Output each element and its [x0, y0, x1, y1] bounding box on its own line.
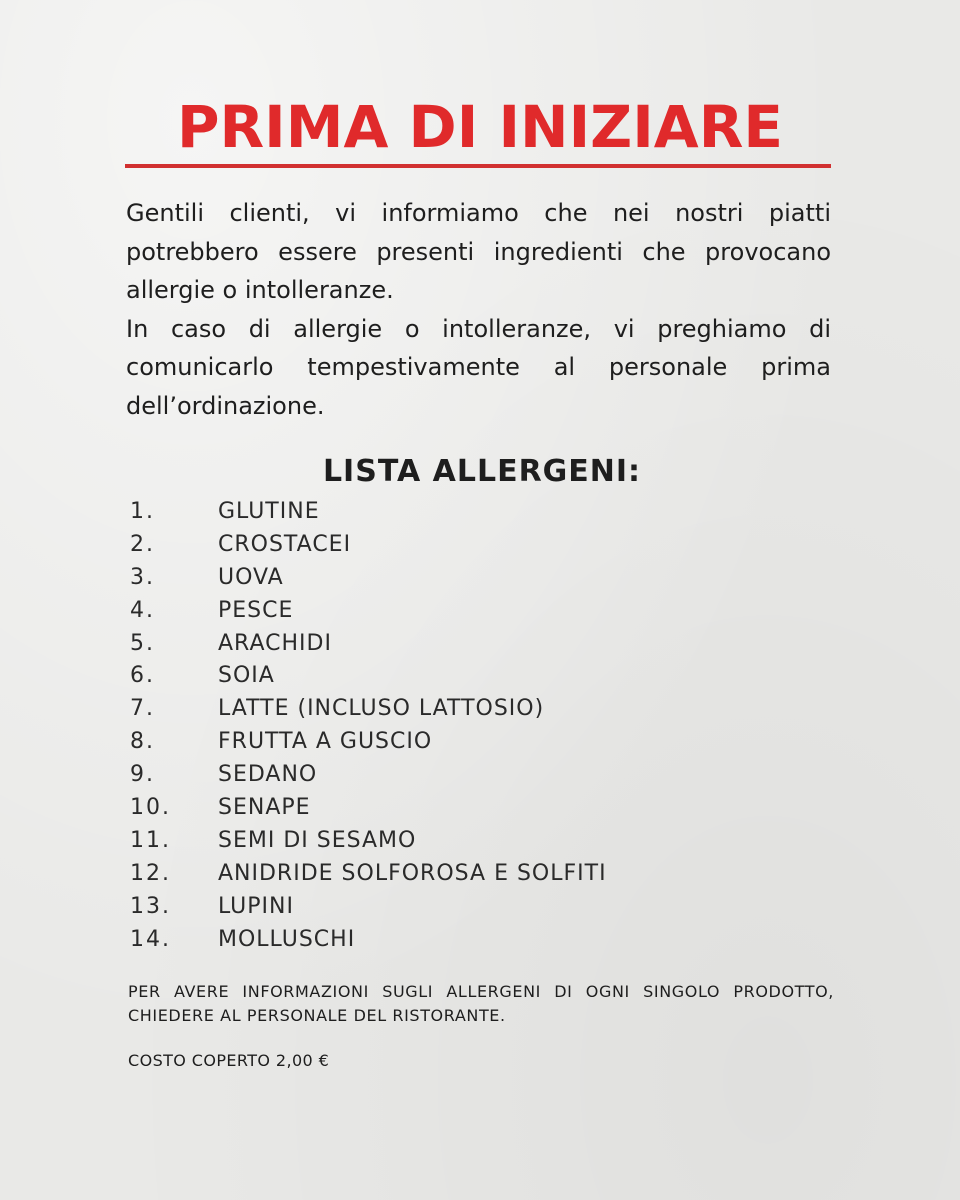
- list-item: [130, 891, 830, 924]
- cover-charge: COSTO COPERTO 2,00 €: [128, 1051, 330, 1070]
- list-item: [130, 825, 830, 858]
- allergen-info-note: PER AVERE INFORMAZIONI SUGLI ALLERGENI DI OGNI SINGOLO PRODOTTO, CHIEDERE AL PERSONALE DEL RISTORANTE.: [128, 982, 834, 1025]
- item-name: GLUTINE: [218, 499, 320, 524]
- item-name: LATTE (INCLUSO LATTOSIO): [218, 696, 545, 722]
- item-number: 3.: [130, 564, 155, 590]
- item-name: SOIA: [218, 663, 275, 689]
- intro-text: [126, 194, 831, 425]
- item-number: 9.: [130, 762, 155, 788]
- list-item: [130, 858, 830, 891]
- list-item: [130, 759, 830, 792]
- item-name: SENAPE: [218, 795, 311, 821]
- item-number: 5.: [130, 630, 155, 656]
- allergen-list-title: LISTA ALLERGENI:: [322, 454, 642, 489]
- allergen-list: [130, 496, 830, 956]
- list-item: [130, 529, 830, 562]
- item-name: PESCE: [218, 597, 294, 623]
- item-number: 10.: [130, 795, 171, 821]
- list-item: [130, 726, 830, 759]
- item-name: FRUTTA A GUSCIO: [218, 729, 433, 755]
- item-number: 12.: [130, 860, 171, 886]
- item-number: 13.: [130, 893, 171, 919]
- item-number: 14.: [130, 926, 171, 952]
- list-item: [130, 496, 830, 529]
- item-name: UOVA: [218, 564, 284, 590]
- item-name: CROSTACEI: [218, 531, 352, 557]
- item-number: 11.: [130, 827, 171, 853]
- title-underline: [125, 164, 831, 168]
- list-item: [130, 562, 830, 595]
- item-name: ANIDRIDE SOLFOROSA E SOLFITI: [218, 860, 607, 886]
- item-number: 7.: [130, 696, 155, 722]
- item-number: 8.: [130, 729, 155, 755]
- list-item: [130, 792, 830, 825]
- item-number: 2.: [130, 531, 155, 557]
- item-number: 1.: [130, 499, 155, 524]
- intro-paragraph-2: In caso di allergie o intolleranze, vi preghiamo di comunicarlo tempestivamente al personale prima dell’ordinazione.: [126, 314, 831, 420]
- list-item: [130, 660, 830, 693]
- list-item: [130, 924, 830, 957]
- list-item: [130, 693, 830, 726]
- page-title: PRIMA DI INIZIARE: [177, 93, 783, 161]
- item-name: SEMI DI SESAMO: [218, 827, 417, 853]
- intro-paragraph-1: Gentili clienti, vi informiamo che nei nostri piatti potrebbero essere presenti ingredienti che provocano allergie o intolleranze.: [126, 199, 831, 304]
- item-name: ARACHIDI: [218, 630, 332, 656]
- item-number: 4.: [130, 597, 155, 623]
- item-number: 6.: [130, 663, 155, 689]
- item-name: LUPINI: [218, 893, 294, 919]
- list-item: [130, 628, 830, 661]
- item-name: MOLLUSCHI: [218, 926, 356, 952]
- list-item: [130, 595, 830, 628]
- item-name: SEDANO: [218, 762, 318, 788]
